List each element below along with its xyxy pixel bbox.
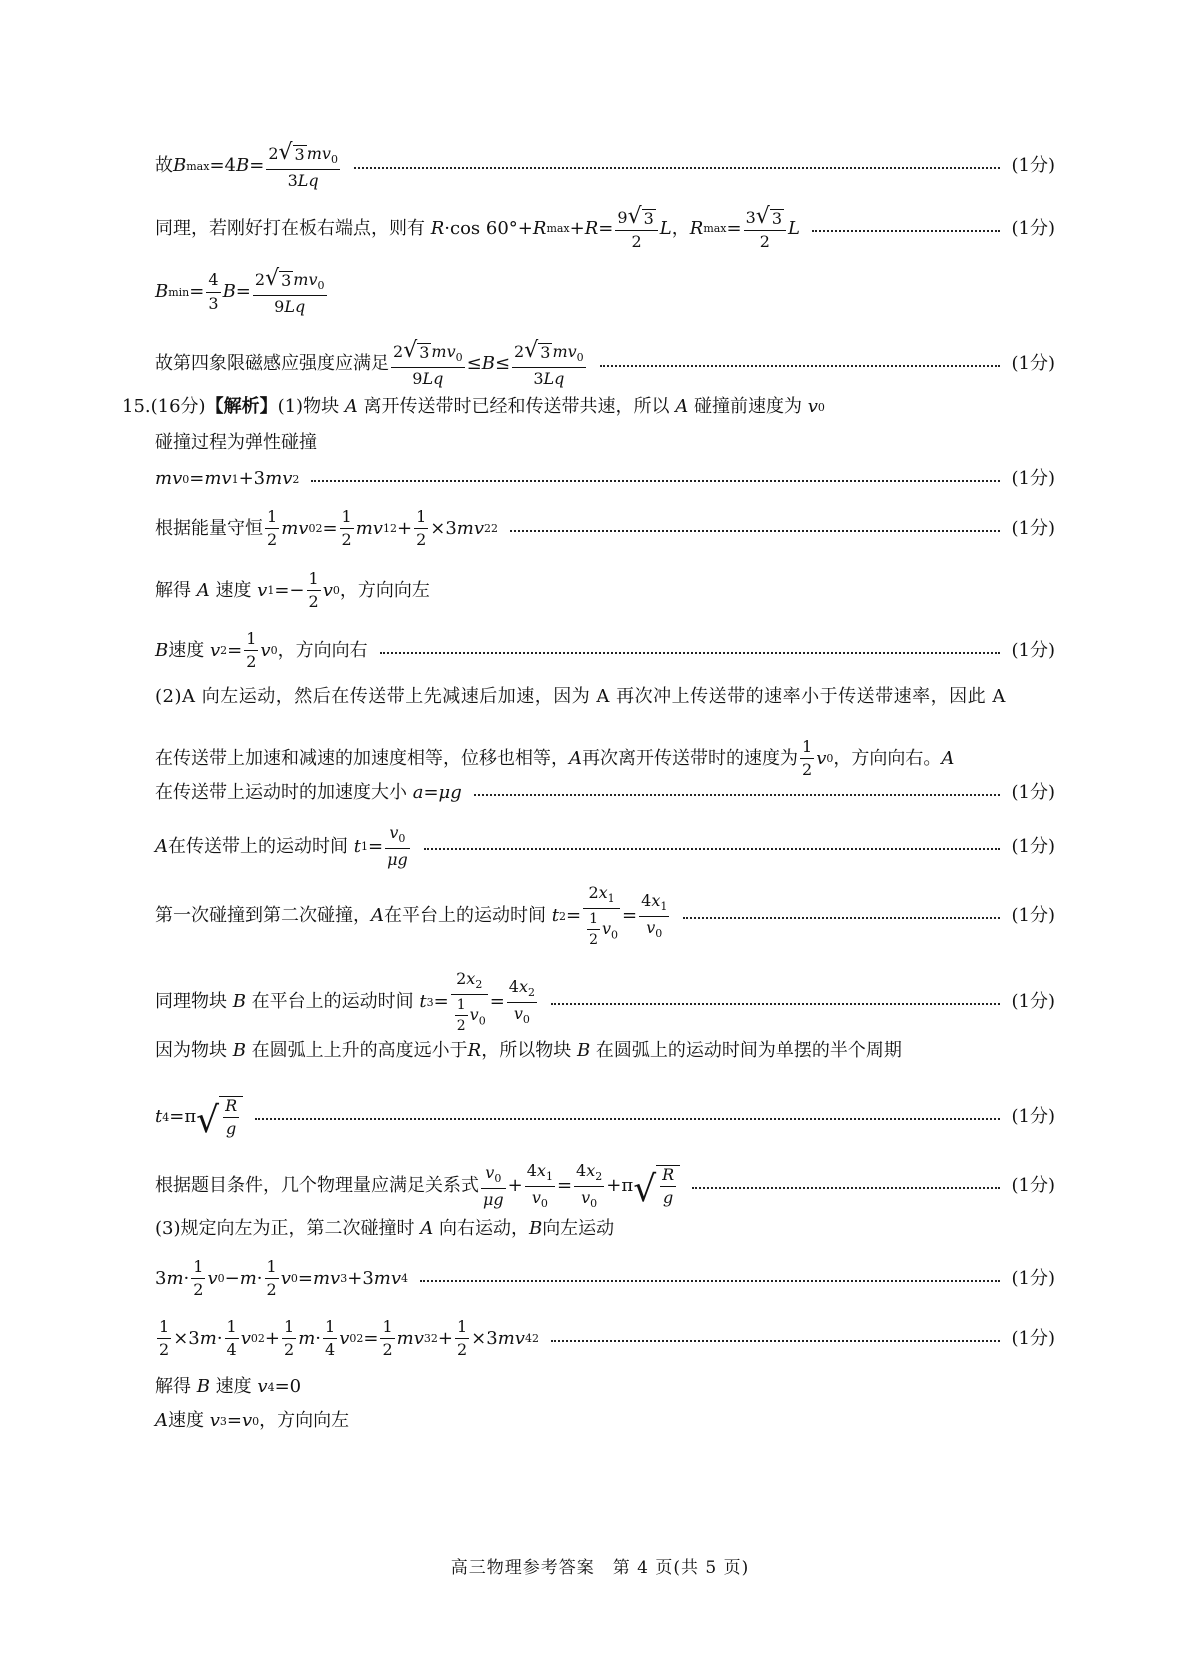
line-elastic (155, 434, 1055, 452)
line-t1 (155, 824, 1055, 869)
dot-leader (510, 530, 999, 532)
line-bmin (155, 268, 1055, 316)
line-momentum (155, 470, 1055, 488)
formula-accel: 在传送带上运动时的加速度大小 a = μg (155, 782, 462, 803)
score: (1分) (1011, 835, 1055, 857)
score: (1分) (1011, 353, 1055, 375)
line-energy2 (155, 1318, 1055, 1360)
line-part2-a (155, 688, 1055, 706)
score: (1分) (1011, 217, 1055, 239)
line-q15-intro (122, 398, 1022, 416)
score: (1分) (1011, 468, 1055, 489)
formula-b-range: 故第四象限磁感应强度应满足 2 √ 3 $mv_0$ 9Lq ≤ B ≤ 2 √ 3 $mv_0$ 3Lq (155, 338, 584, 388)
dot-leader (551, 1003, 999, 1005)
formula-v3: A 速度 v 3 = v 0 ，方向向左 (155, 1410, 350, 1431)
dot-leader (683, 917, 999, 919)
line-v4 (155, 1378, 1055, 1396)
page-footer: 高三物理参考答案 第 4 页(共 5 页) (450, 1558, 750, 1578)
line-momentum2 (155, 1258, 1055, 1300)
dot-leader (354, 167, 1000, 169)
formula-momentum2: 3 m · $\frac{1}{2}$ v 0 − m · $\frac{1}{2}$ v 0 = mv 3 +3 mv 4 (155, 1257, 409, 1300)
dot-leader (311, 480, 999, 482)
line-rmax (155, 206, 1055, 251)
formula-energy2: $\frac{1}{2}$ ×3 m · $\frac{1}{4}$ v 0 2 + $\frac{1}{2}$ m · $\frac{1}{4}$ v 0 2 = $\frac{1}{2}$ mv 3 2 + $\frac{1}{2}$ ×3 mv 4 2 (159, 1317, 539, 1360)
text-part3: (3)规定向左为正，第二次碰撞时 A 向右运动， B 向左运动 (155, 1218, 615, 1239)
formula-energy: 根据能量守恒 $\frac{1}{2}$ mv 0 2 = $\frac{1}{2}$ mv 1 2 + $\frac{1}{2}$ ×3 mv 2 2 (155, 507, 499, 550)
formula-v1: 解得 A 速度 v 1 =− $\frac{1}{2}$ v 0 ，方向向左 (155, 569, 430, 612)
line-relation (155, 1162, 1055, 1211)
dot-leader (255, 1118, 999, 1120)
line-t3 (155, 970, 1055, 1034)
line-v1 (155, 570, 1055, 612)
dot-leader (600, 365, 1000, 367)
text-pendulum: 因为物块 B 在圆弧上上升的高度远小于 R ，所以物块 B 在圆弧上的运动时间为单摆的半个周期 (155, 1040, 902, 1061)
line-v3 (155, 1412, 1055, 1430)
formula-momentum: mv 0 = mv 1 +3 mv 2 (155, 468, 300, 489)
formula-t1: A 在传送带上的运动时间 t 1 = $\frac{v_0}{\mu g}$ (155, 823, 408, 869)
formula-relation: 根据题目条件，几个物理量应满足关系式 $\frac{v_0}{\mu g}$ + $\frac{4x_1}{v_0}$ = $\frac{4x_2}{v_0}$ +π √ $\frac{R}{g}$ (155, 1162, 680, 1211)
line-energy (155, 508, 1055, 550)
text-elastic-collision: 碰撞过程为弹性碰撞 (155, 432, 317, 453)
line-accel (155, 784, 1055, 802)
formula-bmax: 故 B max =4 B = 2 √ 3 $mv_0$ 3Lq (155, 140, 338, 190)
dot-leader (692, 1187, 999, 1189)
dot-leader (420, 1280, 999, 1282)
line-t4 (155, 1096, 1055, 1139)
text-part2-b: 在传送带上加速和减速的加速度相等，位移也相等， A 再次离开传送带时的速度为 $\frac{1}{2}$ v 0 ，方向向右。 A (155, 737, 955, 780)
dot-leader (380, 652, 1000, 654)
score: (1分) (1011, 155, 1055, 177)
line-t2 (155, 884, 1055, 948)
dot-leader (424, 848, 1000, 850)
score: (1分) (1011, 1175, 1055, 1197)
line-bmax (155, 142, 1055, 190)
formula-bmin: B min = $\frac{4}{3}$ B = 2 √ 3 $mv_0$ 9Lq (155, 266, 325, 316)
score: (1分) (1011, 639, 1055, 661)
dot-leader (551, 1340, 1000, 1342)
score: (1分) (1011, 782, 1055, 803)
dot-leader (474, 794, 1000, 796)
formula-v4: 解得 B 速度 v 4 =0 (155, 1376, 302, 1397)
dot-leader (812, 230, 1000, 232)
formula-t2: 第一次碰撞到第二次碰撞， A 在平台上的运动时间 t 2 = $2x_1$ $\frac{1}{2}$ $v_0$ = $\frac{4x_1}{v_0}$ (155, 883, 668, 948)
score: (1分) (1011, 1267, 1055, 1289)
line-part2-b (155, 738, 1055, 780)
line-b-range (155, 340, 1055, 388)
score: (1分) (1011, 1106, 1055, 1128)
line-part3 (155, 1220, 1055, 1238)
score: (1分) (1011, 991, 1055, 1012)
formula-v2: B 速度 v 2 = $\frac{1}{2}$ v 0 ，方向向右 (155, 629, 368, 672)
line-pendulum (155, 1042, 1055, 1060)
formula-t4: t 4 =π √ $\frac{R}{g}$ (155, 1096, 243, 1139)
text-part2-a: (2)A 向左运动，然后在传送带上先减速后加速，因为 A 再次冲上传送带的速率小于传送带速率，因此 A (155, 686, 1006, 707)
score: (1分) (1011, 1327, 1055, 1349)
formula-t3: 同理物块 B 在平台上的运动时间 t 3 = $2x_2$ $\frac{1}{2}$ $v_0$ = $\frac{4x_2}{v_0}$ (155, 969, 536, 1034)
q15-heading: 15.(16分) 【解析】 (1)物块 A 离开传送带时已经和传送带共速，所以 A 碰撞前速度为 v 0 (122, 396, 825, 417)
score: (1分) (1011, 517, 1055, 539)
line-v2 (155, 630, 1055, 672)
formula-rmax: 同理，若刚好打在板右端点，则有 R ·cos 60°+ R max + R = 9 √ 3 2 L ， R max = 3 √ 3 2 L (155, 204, 800, 251)
score: (1分) (1011, 905, 1055, 926)
